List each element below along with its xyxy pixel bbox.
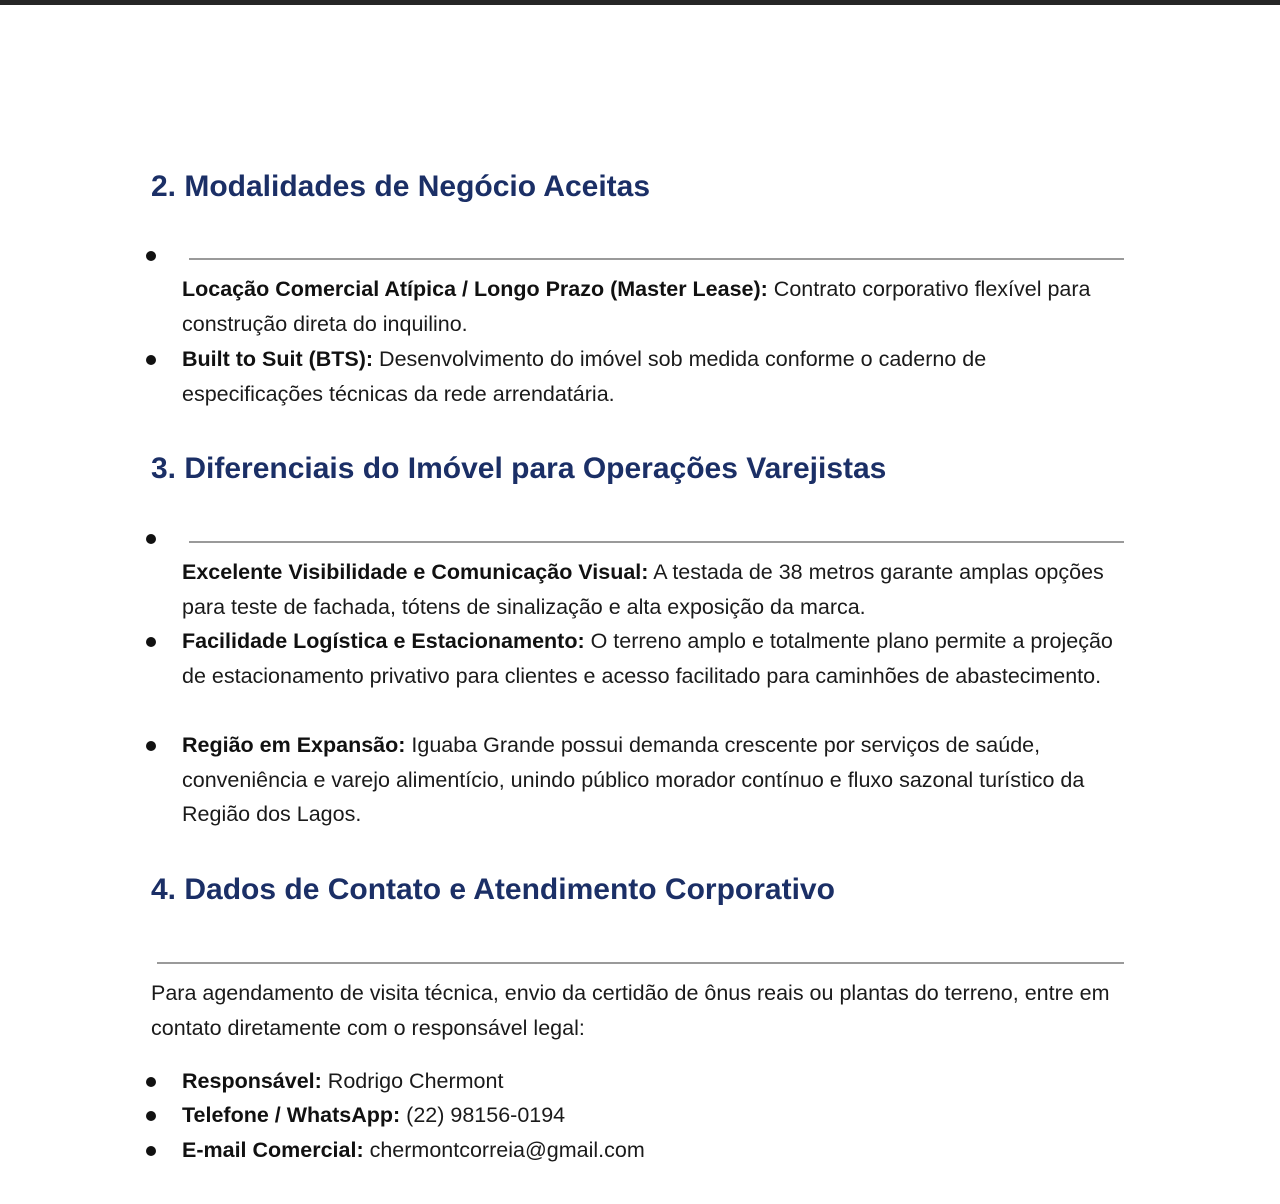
item-text: Iguaba Grande possui demanda crescente por serviços de saúde, conveniência e varejo alimentício, unindo público morador contínuo e fluxo sazonal turístico da Região dos Lagos. [182, 733, 1085, 826]
contact-telefone [182, 1098, 565, 1133]
contact-label: Telefone / WhatsApp: [182, 1103, 401, 1127]
item-label: Facilidade Logística e Estacionamento: [182, 629, 585, 653]
contact-label: E-mail Comercial: [182, 1138, 364, 1162]
contact-responsavel [182, 1064, 503, 1099]
section-heading-modalidades: 2. Modalidades de Negócio Aceitas [151, 170, 651, 203]
list-bullet [146, 534, 156, 544]
list-bullet [146, 251, 156, 261]
item-text: A testada de 38 metros garante amplas opções para teste de fachada, tótens de sinalização e alta exposição da marca. [182, 560, 1104, 619]
contact-value: Rodrigo Chermont [321, 1069, 504, 1093]
list-item-master-lease [182, 272, 1132, 341]
list-item-bts [182, 342, 1132, 411]
horizontal-rule [157, 962, 1124, 964]
horizontal-rule [189, 541, 1124, 543]
contact-label: Responsável: [182, 1069, 322, 1093]
list-bullet [146, 1077, 156, 1087]
list-item-logistica [182, 624, 1132, 693]
contact-intro: Para agendamento de visita técnica, envio da certidão de ônus reais ou plantas do terreno, entre em contato diretamente com o responsável legal: [151, 981, 1110, 1040]
horizontal-rule [189, 258, 1124, 260]
item-label: Excelente Visibilidade e Comunicação Visual: [182, 560, 649, 584]
item-label: Locação Comercial Atípica / Longo Prazo (Master Lease): [182, 277, 768, 301]
item-label: Região em Expansão: [182, 733, 406, 757]
section-heading-diferenciais: 3. Diferenciais do Imóvel para Operações Varejistas [151, 452, 887, 485]
section-heading-contato: 4. Dados de Contato e Atendimento Corporativo [151, 873, 835, 906]
list-bullet [146, 1146, 156, 1156]
contact-email [182, 1133, 645, 1168]
contact-value: (22) 98156-0194 [400, 1103, 566, 1127]
item-label: Built to Suit (BTS): [182, 347, 374, 371]
list-item-visibilidade [182, 555, 1132, 624]
list-bullet [146, 355, 156, 365]
list-bullet [146, 637, 156, 647]
contact-value: chermontcorreia@gmail.com [363, 1138, 645, 1162]
item-text: Contrato corporativo flexível para construção direta do inquilino. [182, 277, 1091, 336]
item-text: Desenvolvimento do imóvel sob medida conforme o caderno de especificações técnicas da rede arrendatária. [182, 347, 987, 406]
item-text: O terreno amplo e totalmente plano permite a projeção de estacionamento privativo para clientes e acesso facilitado para caminhões de abastecimento. [182, 629, 1113, 688]
list-bullet [146, 1111, 156, 1121]
list-bullet [146, 741, 156, 751]
list-item-regiao [182, 728, 1132, 832]
